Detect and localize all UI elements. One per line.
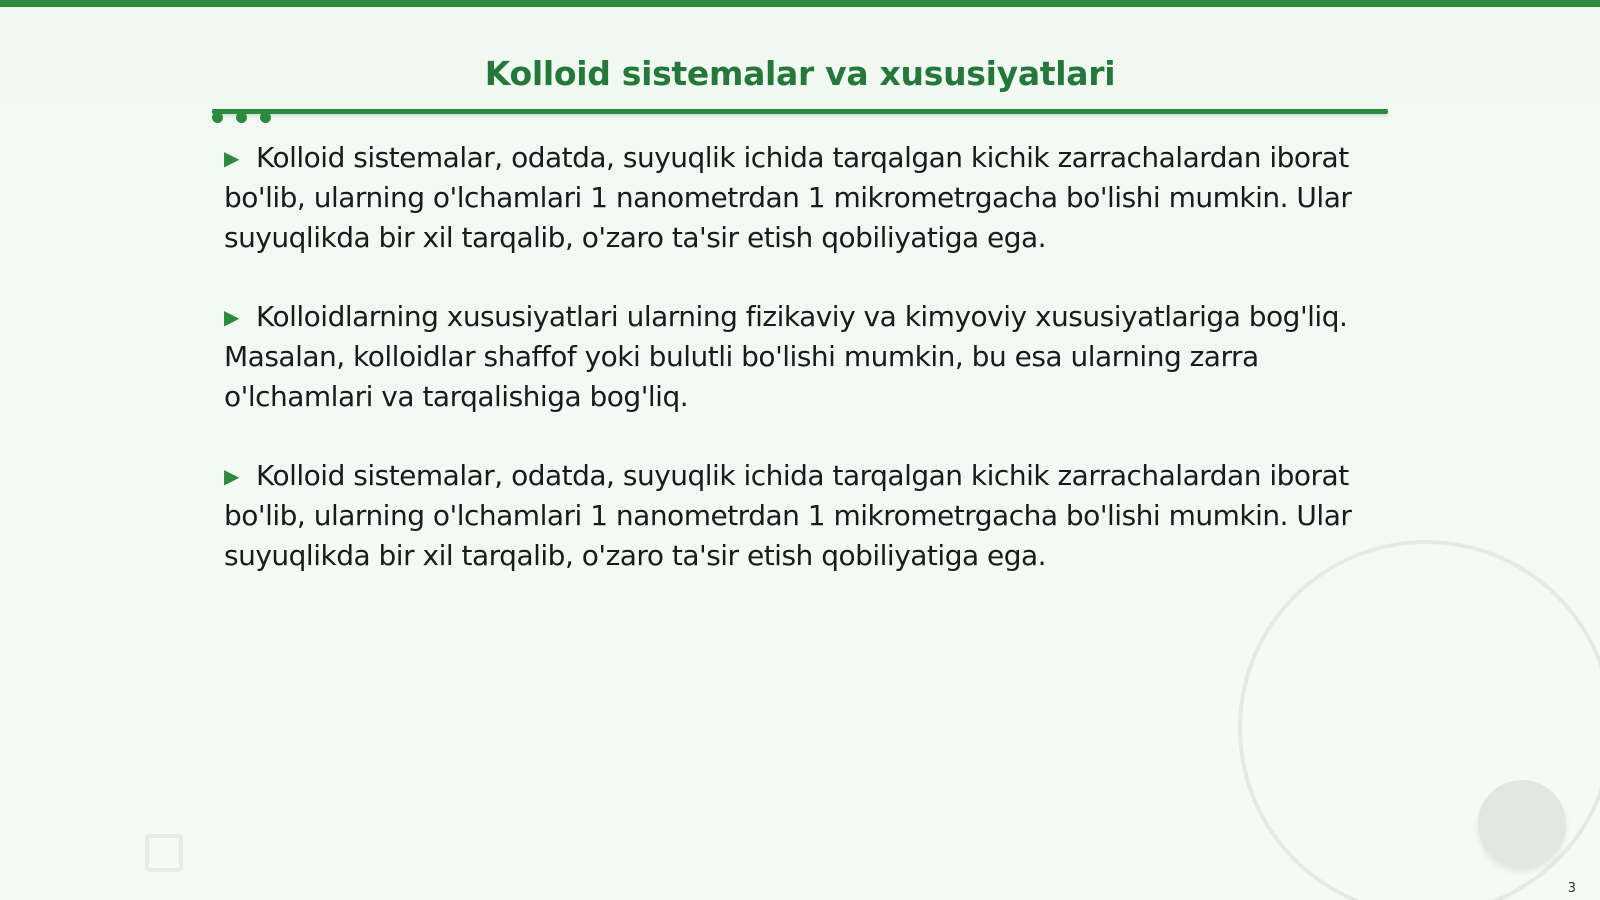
bullet-item bbox=[224, 456, 1364, 576]
bullet-text: Kolloid sistemalar, odatda, suyuqlik ichida tarqalgan kichik zarrachalardan iborat bo'lib, ularning o'lchamlari 1 nanometrdan 1 mikrometrgacha bo'lishi mumkin. Ular suyuqlikda bir xil tarqalib, o'zaro ta'sir etish qobiliyatiga ega. bbox=[224, 459, 1352, 572]
triangle-right-icon: ▶ bbox=[224, 305, 239, 329]
dot-icon bbox=[236, 112, 247, 123]
decorative-disc bbox=[1478, 780, 1566, 868]
triangle-right-icon: ▶ bbox=[224, 146, 239, 170]
dot-icon bbox=[260, 112, 271, 123]
decorative-dots bbox=[212, 112, 282, 126]
triangle-right-icon: ▶ bbox=[224, 464, 239, 488]
decorative-square bbox=[145, 834, 183, 872]
bullet-text: Kolloid sistemalar, odatda, suyuqlik ichida tarqalgan kichik zarrachalardan iborat bo'lib, ularning o'lchamlari 1 nanometrdan 1 mikrometrgacha bo'lishi mumkin. Ular suyuqlikda bir xil tarqalib, o'zaro ta'sir etish qobiliyatiga ega. bbox=[224, 141, 1352, 254]
page-number: 3 bbox=[1567, 881, 1576, 896]
bullet-item bbox=[224, 138, 1364, 258]
bullet-text: Kolloidlarning xususiyatlari ularning fizikaviy va kimyoviy xususiyatlariga bog'liq. Masalan, kolloidlar shaffof yoki bulutli bo'lishi mumkin, bu esa ularning zarra o'lchamlari va tarqalishiga bog'liq. bbox=[224, 300, 1348, 413]
bullet-list bbox=[224, 138, 1364, 615]
slide-title: Kolloid sistemalar va xususiyatlari bbox=[484, 54, 1116, 93]
dot-icon bbox=[212, 112, 223, 123]
top-accent-bar bbox=[0, 0, 1600, 7]
title-underline bbox=[212, 109, 1388, 114]
bullet-item bbox=[224, 297, 1364, 417]
